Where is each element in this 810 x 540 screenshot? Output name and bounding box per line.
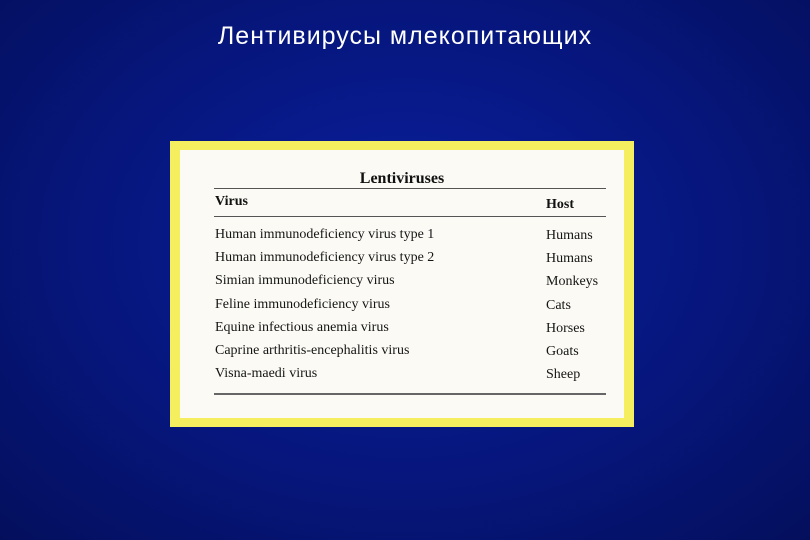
table-row [215, 297, 607, 320]
virus-cell: Simian immunodeficiency virus [215, 273, 395, 289]
table-image-frame [170, 141, 634, 427]
host-cell: Sheep [546, 367, 581, 383]
host-cell: Horses [546, 320, 585, 336]
bottom-rule [214, 393, 606, 395]
table-row [215, 227, 607, 250]
host-cell: Monkeys [546, 274, 599, 290]
table-row [215, 343, 607, 366]
virus-cell: Human immunodeficiency virus type 2 [215, 250, 435, 266]
column-header-host: Host [546, 197, 574, 212]
virus-cell: Feline immunodeficiency virus [215, 296, 390, 312]
table-body [215, 227, 607, 389]
table-row [215, 273, 607, 296]
host-cell: Humans [546, 228, 593, 243]
virus-cell: Visna-maedi virus [215, 366, 318, 382]
virus-cell: Caprine arthritis-encephalitis virus [215, 342, 410, 358]
header-rule [214, 216, 606, 217]
host-cell: Humans [546, 251, 593, 267]
column-header-virus: Virus [215, 194, 248, 209]
host-cell: Cats [546, 297, 571, 313]
virus-cell: Equine infectious anemia virus [215, 319, 389, 335]
table-row [215, 366, 607, 389]
top-rule [214, 188, 606, 189]
virus-cell: Human immunodeficiency virus type 1 [215, 227, 435, 242]
slide-title: Лентивирусы млекопитающих [217, 22, 593, 50]
table-row [215, 320, 607, 343]
host-cell: Goats [546, 343, 579, 359]
table-row [215, 250, 607, 273]
table-panel [180, 150, 624, 418]
table-title: Lentiviruses [359, 170, 445, 187]
